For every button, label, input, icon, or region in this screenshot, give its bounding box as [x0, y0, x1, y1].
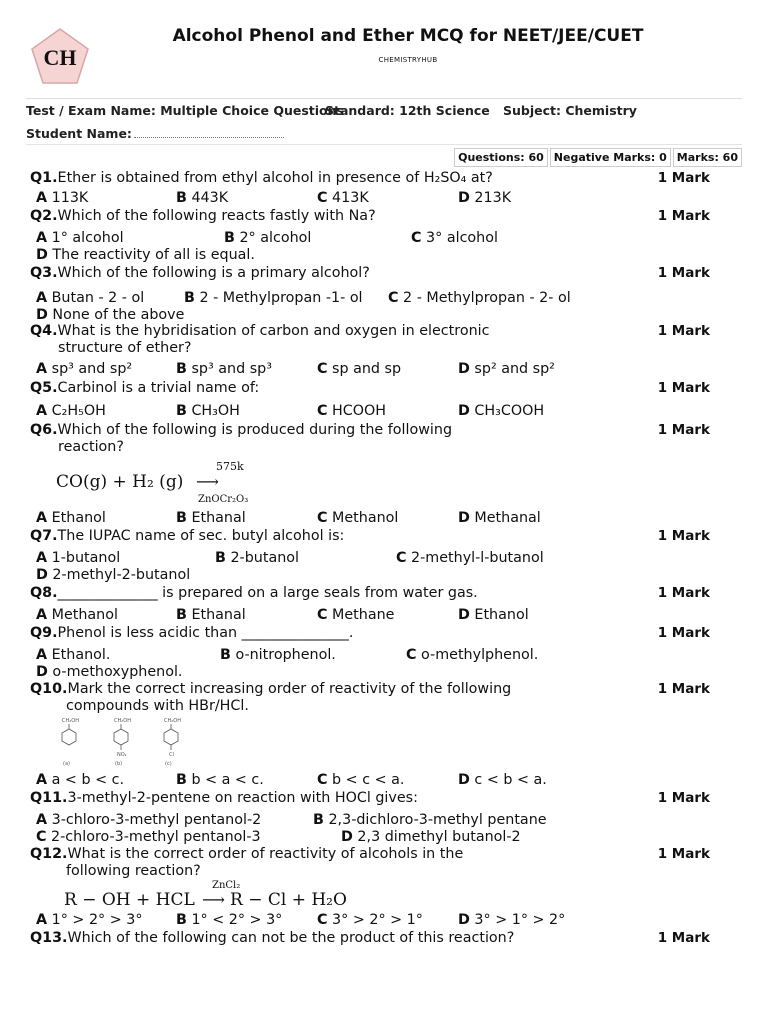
- options: [30, 403, 720, 420]
- option-c: C 413K: [317, 190, 369, 206]
- reaction-condition-above: 575k: [216, 460, 244, 473]
- option-c: C Methane: [317, 607, 395, 623]
- svg-text:CH₂OH: CH₂OH: [114, 718, 131, 724]
- structure-c: [164, 718, 181, 767]
- option-a: A Ethanol.: [36, 647, 111, 663]
- options: [30, 772, 720, 789]
- mark-label: 1 Mark: [657, 323, 710, 339]
- reaction-reactants: CO(g) + H₂ (g): [56, 472, 184, 492]
- svg-text:(c): (c): [165, 761, 172, 767]
- option-a: A Methanol: [36, 607, 118, 623]
- question-number: Q3.: [30, 265, 58, 281]
- option-d: D The reactivity of all is equal.: [36, 247, 255, 263]
- option-d: D 3° > 1° > 2°: [458, 912, 566, 928]
- exam-stats: [452, 148, 742, 167]
- option-d: D c < b < a.: [458, 772, 547, 788]
- question-text-cont: structure of ether?: [58, 340, 192, 356]
- logo-text: CH: [43, 45, 77, 70]
- question-number: Q11.: [30, 790, 68, 806]
- option-c: C o-methylphenol.: [406, 647, 539, 663]
- option-a: A 1° alcohol: [36, 230, 124, 246]
- reaction-condition-below: ZnOCr₂O₃: [198, 494, 249, 505]
- question-1: [30, 170, 720, 187]
- mark-label: 1 Mark: [657, 930, 710, 946]
- option-d: D CH₃COOH: [458, 403, 545, 419]
- question-number: Q10.: [30, 681, 68, 697]
- test-name: Test / Exam Name: Multiple Choice Questions: [26, 103, 344, 118]
- divider: [26, 98, 742, 99]
- mark-label: 1 Mark: [657, 625, 710, 641]
- mark-label: 1 Mark: [657, 846, 710, 862]
- svg-text:NO₂: NO₂: [117, 752, 127, 758]
- structure-b: [114, 718, 131, 767]
- question-3: [30, 265, 720, 282]
- question-number: Q13.: [30, 930, 68, 946]
- option-a: A 113K: [36, 190, 89, 206]
- option-a: A C₂H₅OH: [36, 403, 106, 419]
- options: [30, 230, 720, 247]
- question-text: Ether is obtained from ethyl alcohol in presence of H₂SO₄ at?: [57, 170, 493, 186]
- svg-text:(a): (a): [63, 761, 70, 767]
- question-number: Q6.: [30, 422, 58, 438]
- total-marks: Marks: 60: [673, 148, 742, 167]
- options: [30, 912, 720, 929]
- option-d: D 213K: [458, 190, 512, 206]
- reaction-reactants: R − OH + HCL: [64, 890, 195, 910]
- option-a: A 3-chloro-3-methyl pentanol-2: [36, 812, 262, 828]
- options: [30, 550, 720, 567]
- options: [30, 290, 720, 307]
- option-c: C Methanol: [317, 510, 399, 526]
- mark-label: 1 Mark: [657, 208, 710, 224]
- option-d: D Methanal: [458, 510, 541, 526]
- mark-label: 1 Mark: [657, 790, 710, 806]
- option-c: C 2-chloro-3-methyl pentanol-3: [36, 829, 261, 845]
- question-number: Q5.: [30, 380, 58, 396]
- mark-label: 1 Mark: [657, 170, 710, 186]
- option-b: B Ethanal: [176, 510, 246, 526]
- divider: [26, 144, 742, 145]
- question-text: ______________ is prepared on a large seals from water gas.: [57, 585, 478, 601]
- option-b: B CH₃OH: [176, 403, 240, 419]
- svg-text:CH₂OH: CH₂OH: [62, 718, 79, 724]
- option-d: D Ethanol: [458, 607, 529, 623]
- student-name-field: [26, 126, 284, 141]
- options-row-2: [30, 829, 720, 846]
- question-4: [30, 323, 720, 357]
- mark-label: 1 Mark: [657, 528, 710, 544]
- question-12: [30, 846, 720, 880]
- question-text: Carbinol is a trivial name of:: [57, 380, 260, 396]
- reaction-arrow: ⟶: [196, 472, 219, 491]
- option-a: A sp³ and sp²: [36, 361, 133, 377]
- question-number: Q8.: [30, 585, 58, 601]
- option-c: C 3° alcohol: [411, 230, 498, 246]
- question-10: [30, 681, 720, 715]
- reaction-arrow: ⟶: [202, 890, 225, 909]
- option-a: A Ethanol: [36, 510, 106, 526]
- option-c: C 3° > 2° > 1°: [317, 912, 423, 928]
- questions-count: Questions: 60: [454, 148, 548, 167]
- standard: Standard: 12th Science: [325, 103, 490, 118]
- question-text: Mark the correct increasing order of reactivity of the following: [67, 681, 512, 697]
- reaction-products: R − Cl + H₂O: [230, 890, 347, 910]
- mark-label: 1 Mark: [657, 681, 710, 697]
- question-text: Phenol is less acidic than _______________.: [57, 625, 354, 641]
- benzyl-alcohol-structures: [56, 717, 236, 769]
- reaction-condition-above: ZnCl₂: [212, 880, 241, 891]
- reaction-equation: [30, 456, 720, 508]
- option-b: B o-nitrophenol.: [220, 647, 336, 663]
- option-a: A 1-butanol: [36, 550, 121, 566]
- question-number: Q4.: [30, 323, 58, 339]
- question-number: Q1.: [30, 170, 58, 186]
- question-number: Q9.: [30, 625, 58, 641]
- question-text: Which of the following can not be the product of this reaction?: [67, 930, 515, 946]
- question-7: [30, 528, 720, 545]
- option-b: B 2-butanol: [215, 550, 299, 566]
- option-a: A Butan - 2 - ol: [36, 290, 145, 306]
- option-a: A a < b < c.: [36, 772, 125, 788]
- question-text: The IUPAC name of sec. butyl alcohol is:: [57, 528, 345, 544]
- option-d: D o-methoxyphenol.: [36, 664, 183, 680]
- options: [30, 607, 720, 624]
- question-text: Which of the following is a primary alcohol?: [57, 265, 370, 281]
- option-a: A 1° > 2° > 3°: [36, 912, 143, 928]
- mark-label: 1 Mark: [657, 380, 710, 396]
- student-name-blank: [134, 127, 284, 138]
- option-b: B b < a < c.: [176, 772, 264, 788]
- question-text: What is the hybridisation of carbon and oxygen in electronic: [57, 323, 490, 339]
- question-9: [30, 625, 720, 642]
- question-text: 3-methyl-2-pentene on reaction with HOCl gives:: [67, 790, 418, 806]
- option-d: D sp² and sp²: [458, 361, 555, 377]
- option-c: C 2-methyl-l-butanol: [396, 550, 544, 566]
- mark-label: 1 Mark: [657, 265, 710, 281]
- option-d: D 2-methyl-2-butanol: [36, 567, 191, 583]
- question-number: Q2.: [30, 208, 58, 224]
- question-2: [30, 208, 720, 225]
- brand-name: CHEMISTRYHUB: [378, 56, 438, 64]
- option-b: B 2 - Methylpropan -1- ol: [184, 290, 363, 306]
- options: [30, 647, 720, 664]
- option-b: B 443K: [176, 190, 229, 206]
- option-c: C 2 - Methylpropan - 2- ol: [388, 290, 571, 306]
- document-title: Alcohol Phenol and Ether MCQ for NEET/JEE/CUET: [172, 26, 644, 46]
- question-text-cont: following reaction?: [66, 863, 201, 879]
- options: [30, 190, 720, 207]
- options: [30, 510, 720, 527]
- svg-text:CH₂OH: CH₂OH: [164, 718, 181, 724]
- reaction-equation: [30, 880, 720, 910]
- question-number: Q12.: [30, 846, 68, 862]
- question-list: [30, 170, 720, 947]
- question-number: Q7.: [30, 528, 58, 544]
- options: [30, 361, 720, 378]
- option-b: B 2,3-dichloro-3-methyl pentane: [313, 812, 547, 828]
- options: [30, 812, 720, 829]
- structure-a: [62, 718, 79, 767]
- mark-label: 1 Mark: [657, 585, 710, 601]
- question-5: [30, 380, 720, 397]
- mark-label: 1 Mark: [657, 422, 710, 438]
- svg-text:(b): (b): [115, 761, 123, 767]
- subject: Subject: Chemistry: [503, 103, 637, 118]
- question-text: What is the correct order of reactivity of alcohols in the: [67, 846, 464, 862]
- question-text-cont: reaction?: [58, 439, 124, 455]
- option-c: C b < c < a.: [317, 772, 405, 788]
- negative-marks: Negative Marks: 0: [550, 148, 671, 167]
- option-b: B 2° alcohol: [224, 230, 312, 246]
- option-c: C HCOOH: [317, 403, 387, 419]
- option-d: D 2,3 dimethyl butanol-2: [341, 829, 521, 845]
- question-8: [30, 585, 720, 602]
- question-text-cont: compounds with HBr/HCl.: [66, 698, 249, 714]
- question-6: [30, 422, 720, 456]
- question-text: Which of the following is produced during the following: [57, 422, 453, 438]
- question-11: [30, 790, 720, 807]
- question-13: [30, 930, 720, 947]
- option-c: C sp and sp: [317, 361, 402, 377]
- option-b: B 1° < 2° > 3°: [176, 912, 283, 928]
- question-text: Which of the following reacts fastly with Na?: [57, 208, 376, 224]
- option-d: D None of the above: [36, 307, 185, 323]
- option-b: B Ethanal: [176, 607, 246, 623]
- student-name-label: Student Name:: [26, 126, 132, 141]
- svg-text:Cl: Cl: [169, 752, 174, 758]
- option-b: B sp³ and sp³: [176, 361, 272, 377]
